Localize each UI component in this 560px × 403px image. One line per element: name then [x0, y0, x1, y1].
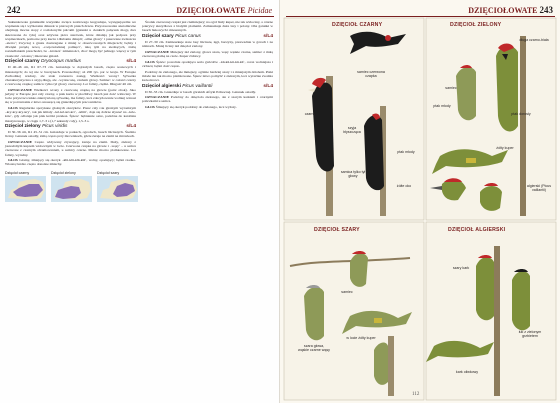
- caption: kark oliwkowy: [455, 370, 479, 374]
- species-body: D 30–33 cm. Gniazduje w lasach górskich Afryki Północnej. Gatunek osiadły.: [145, 89, 256, 94]
- running-header-left: [5, 5, 274, 17]
- species-code: s/L4: [263, 34, 273, 40]
- caption: szara głowa, wąskie czarne wąsy: [298, 344, 330, 353]
- green-woodpecker-juvenile: [456, 65, 476, 120]
- distribution-maps: [5, 171, 274, 207]
- map-label: Dzięcioł szary: [97, 171, 120, 176]
- species-latin: Dryocopus martius: [41, 59, 82, 65]
- text-column-1: [5, 20, 136, 168]
- family-intro: Sukienkowate gatunkami wszystkie zwiące zostłowego kręgosłupa, występującemu we wspinanie się i wybierania dziurek w pniowych pniach drzew. Przystosowania anatomiczne obejmują mocne stopy z rozłożonymi palcami (gatunki u cienkich pałączek mogą dwa skierowane do tyłu) oraz sztywne pióra sterówek, które działają jak podpora przy wspinaczkach, pomocne przy kuciu i dłubaniu dziupli; ..silne głowy‘ i puszczane zwłaszcza ..sierra‘; Zwyczaj z gruzu dostrzegane z mniej w obserwowanych miejscach; bębny i dźwięki prządą nową ..rozpowiadanej pamięci‘, taką tym na siedzących, śrubą rozsiedlaniem przechodzi, bo ..krótsza‘ zmienności, choć mogą być jednego więcej w tym czasie niż ..wiosną‘; mierzone gniazd.: [5, 20, 136, 58]
- running-title-left: DZIĘCIOŁOWATE Picidae: [176, 6, 272, 15]
- species-name: Dzięcioł szary: [142, 34, 174, 40]
- species-body: D 40–46 cm, R1 67–73 cm. Gniazduje w dojrzałych lasach, często sosnowych i mieszanych; do tej nie w buczynach. Powszechny; aż 200 tys. par w kraju. W Europie Zachodniej rzadszy, ale stale rozszerza zasięg. Wielkości wrony! Sylwetka charakterystyczna z szyją długą, ale ..wyrzuconą, czubem głowy. Samiec: w całości czarny z czerwoną czapką; samica: tylko tył głowy czerwony. Lot falisty, ciężki. Długość 46 cm.: [5, 65, 136, 87]
- map-label: Dzięcioł zielony: [51, 171, 76, 176]
- europe-map: [51, 176, 92, 202]
- caption: szyja błyszcząca: [343, 126, 361, 135]
- caption: szary kark: [452, 266, 470, 270]
- caption: żółte oko: [396, 184, 412, 188]
- page-number-left: 242: [7, 5, 21, 15]
- species-name: Dzięcioł algierski: [142, 83, 181, 89]
- map-grey-woodpecker: [97, 171, 138, 207]
- section-text: Często widywany zrywający, żeruje na ziemi. Duży, zielony z jasnożółtym kuprem widocznym w locie. Czerwona czapka na głowie i ..wąsy‘ – u samca czerwone z czarnym obramowaniem, u samicy czarne. Młode mocno plamkowane. Lot falisty, wyraźny.: [5, 140, 136, 157]
- species-latin: Picus viridis: [42, 124, 68, 130]
- caption: algierski (Picus vaillantii): [526, 184, 552, 193]
- caption: łuk z zielonym grzbietem: [518, 330, 542, 339]
- species-code: s/L4: [126, 124, 136, 130]
- text-column-2: Środek czerwonej czapki jest ciemniejszy; na ogół biały kuper, nie tak widoczny, a czarne pokrywy skrzydłowe z białymi plamami. Zamieszkuje duże lasy i polany. Oba gatunki w lasach bukowych i mieszanych. Dzięcioł szary Picus canus s/L4 D 27–30 cm. Zamieszkuje stare lasy liściaste, łęgi, buczyny, przeważnie w górach i na nizinach. Mniej liczny niż dzięcioł zielony. OZNACZANIE Mniejszy niż zielony, głowa szara, wąsy wąskie czarne, samiec z małą czerwoną plamą na czole. Kuper żółtawy. GŁOS Śpiew: powolnie opadająca seria gwizdów ..kü-kü-kü-kü-kü‘, coraz wolniejsza i cichsza; bębni dość często. Podobny do zielonego, ale mniejszy, ogólnie bardziej szary i z mniejszym dziobem. Ptaki młode nie tak mocno plamkowane. Śpiew łatwo pomylić z zielonym, lecz wyraźnie zwalnia ku końcowi. Dzięcioł algierski Picus vaillantii s/L4 D 30–33 cm. Gniazduje w lasach górskich Afryki Północnej. Gatunek osiadły. OZNACZANIE Podobny do dzięcioła zielonego, ale z szarym karkiem i czarnymi policzkami u samca. GŁOS Śmiejący się okrzyk podobny do zielonego, lecz wyższy.: [142, 20, 273, 109]
- section-text: Śmiejący się okrzyk podobny do zielonego, lecz wyższy.: [155, 105, 237, 109]
- section-text: Śpiew: powolnie opadająca seria gwizdów ..kü-kü-kü-kü-kü‘, coraz wolniejsza i cichsza; bębni dość często.: [142, 59, 273, 68]
- grey-woodpecker-perched: [304, 285, 324, 340]
- species-name: Dzięcioł czarny: [5, 59, 40, 65]
- caption: samiec: [341, 290, 353, 294]
- caption: ptak młody: [433, 104, 451, 108]
- section-label: GŁOS: [8, 105, 18, 110]
- caption: żółty kuper: [496, 146, 514, 150]
- page-number-right: 243: [539, 5, 553, 15]
- caption: ptak młody: [397, 150, 415, 154]
- caption: długa czarno-biała: [519, 38, 549, 42]
- species-code: s/L4: [126, 59, 136, 65]
- section-label: GŁOS: [8, 158, 18, 163]
- right-page: [280, 0, 560, 403]
- map-black-woodpecker: [5, 171, 46, 207]
- caption: ptak dorosły: [511, 112, 531, 116]
- species-body: D 30–36 cm, R1 45–51 cm. Gniazduje w parkach, ogrodach, lasach liściastych. Średnio liczny. Gatunek osiadły, zimą często przy mrowiskach, gdzie żeruje na ziemi na mrówkach.: [5, 130, 136, 139]
- section-label: GŁOS: [145, 59, 155, 64]
- section-text: Regularnie spotykane głośnych okrzyków. Przez cały rok głośnym wyrazistym ..kry-kry-kry-kry‘, tak jak śmiały ..kri-kri-kri-kri‘, ..kliiii‘, daje się dobrze słyszeć na ..krie-krie‘, gdy odlatuje jak pisk krótki przekaz. Śpiew: bębnienie ostre, podobne do karabinu maszynowego, w ciągu 1,7–3 s (1,7 sekundy cały), 1,5–3 s.: [5, 105, 137, 123]
- panel-title-grey: DZIĘCIOŁ SZARY: [314, 227, 360, 233]
- species-latin: Picus canus: [175, 34, 201, 40]
- plate-footer-number: 112: [412, 392, 420, 397]
- section-text: Mniejszy niż zielony, głowa szara, wąsy wąskie czarne, samiec z małą czerwoną plamą na czole. Kuper żółtawy.: [142, 49, 273, 59]
- species-code: s/L4: [263, 83, 273, 89]
- species-latin: Picus vaillantii: [182, 83, 213, 89]
- map-green-woodpecker: [51, 171, 92, 207]
- section-label: OZNACZANIE: [145, 95, 170, 100]
- map-label: Dzięcioł czarny: [5, 171, 30, 176]
- section-text: Wielkości wrony z czerwoną czapką na głowie (patrz obok). Jako jedyny w Europie jest cały czarny, a ptak kucia w płochliwy latach jest dość widoczny. W locie przywraca lekko zakrzywioną sylwetkę, ma falisty, lecz zdecydowanie wolniej wznosi się w porównaniu z łatwo unoszącą się gniazdującym pracowników.: [5, 87, 136, 105]
- species-body: D 27–30 cm. Zamieszkuje stare lasy liściaste, łęgi, buczyny, przeważnie w górach i na nizinach. Mniej liczny niż dzięcioł zielony.: [142, 40, 273, 49]
- panel-title-black: DZIĘCIOŁ CZARNY: [332, 22, 383, 28]
- caption: samiec: [445, 86, 457, 90]
- panel-title-green: DZIĘCIOŁ ZIELONY: [450, 22, 502, 28]
- caption: w locie żółty kuper: [346, 336, 376, 340]
- section-text: Podobny do dzięcioła zielonego, ale z szarym karkiem i czarnymi policzkami u samca.: [142, 95, 273, 104]
- algerian-woodpecker-female: [512, 269, 530, 330]
- species-name: Dzięcioł zielony: [5, 124, 41, 130]
- running-title-right: DZIĘCIOŁOWATE: [468, 6, 538, 15]
- section-label: GŁOS: [145, 105, 155, 109]
- caption: czarny: [304, 112, 316, 116]
- caption: samica tylko tył głowy: [340, 170, 366, 179]
- section-label: OZNACZANIE: [8, 140, 33, 145]
- section-text: Głośny, śmiejący się okrzyk ..klü-klü-klü-klü‘, wolny, opadający; bębni rzadko. Wiosną bardzo często donośne śmiechy.: [5, 158, 136, 167]
- europe-map: [97, 176, 138, 202]
- panel-title-algerian: DZIĘCIOŁ ALGIERSKI: [448, 227, 506, 233]
- europe-map: [5, 176, 46, 202]
- section-label: OZNACZANIE: [145, 49, 170, 54]
- caption: samiec czerwona czapka: [357, 70, 385, 79]
- section-label: OZNACZANIE: [8, 87, 33, 92]
- text-columns: [5, 20, 274, 168]
